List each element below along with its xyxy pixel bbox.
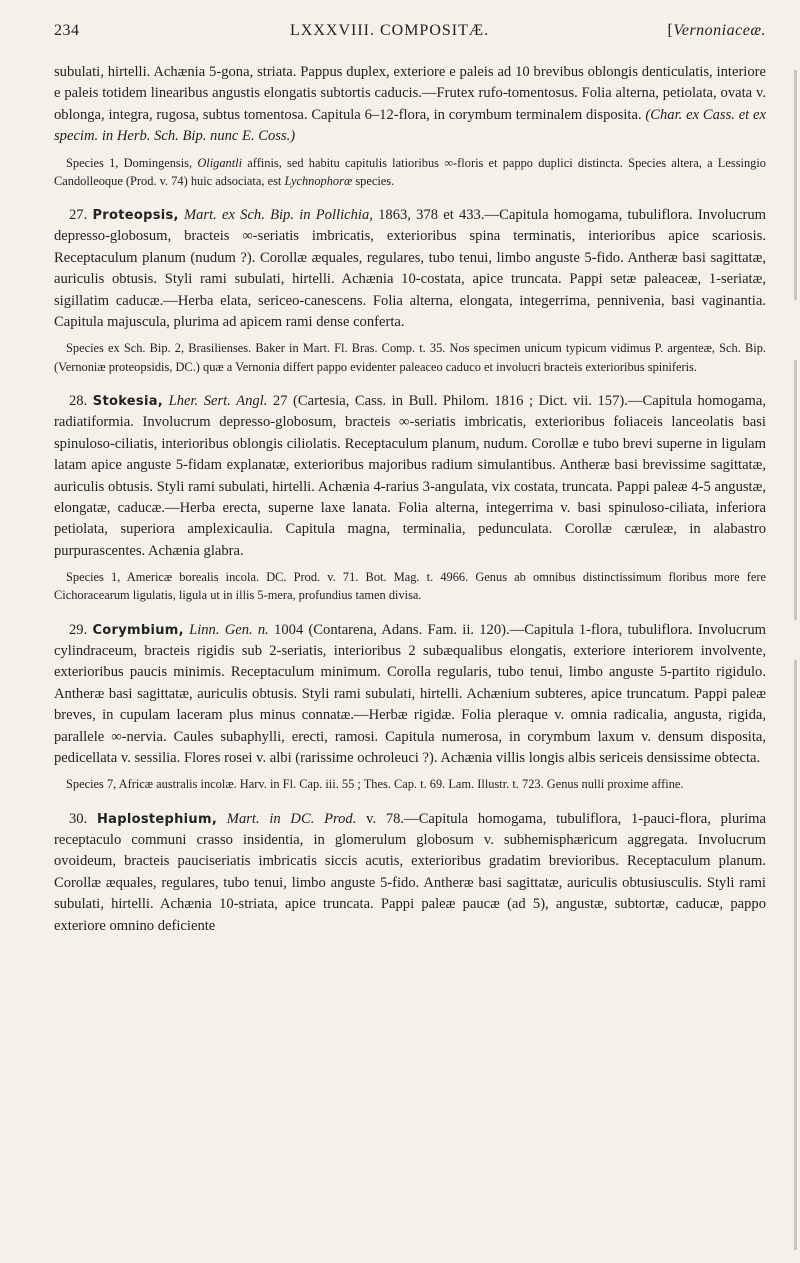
running-title: LXXXVIII. COMPOSITÆ. [290, 22, 490, 39]
genus-description: —Capitula homogama, tubuliflora, 1-pauci-flora, plurima receptaculo communi crasso insidentia, in glomerulum globosum v. subhemisphæricum aggregata. Involucrum ovoideum, bracteis pauciseriatis imbricatis siccis acutis, exterioribus gradatim brevioribus. Receptaculum planum. Corollæ æquales, regulares, tubo tenui, limbo anguste 5-fido. Antheræ basi sagittatæ, auriculis obtusiusculis. Styli rami subulati, hirtelli. Achænia 10-striata, apice truncata. Pappi paleæ paucæ (ad 5), angustæ, subtortæ, caducæ, pappo exteriore omnino deficiente [54, 810, 766, 934]
genus-citation: v. 78. [356, 810, 405, 827]
species-note: Species ex Sch. Bip. 2, Brasilienses. Baker in Mart. Fl. Bras. Comp. t. 35. Nos specimen unicum typicum vidimus P. argenteæ, Sch. Bip. (Vernoniæ proteopsidis, DC.) quæ a Vernonia differt pappo evidenter paleaceo caduco et involucri bracteis exterioribus spiniferis. [54, 341, 766, 374]
genus-authority: Mart. ex Sch. Bip. in Pollichia, [183, 207, 373, 224]
continuation-paragraph [54, 62, 766, 148]
species-note: Species 1, Americæ borealis incola. DC. Prod. v. 71. Bot. Mag. t. 4966. Genus ab omnibus distinctissimum floribus more fere Cichoracearum ligulatis, ligula ut in illis 5-mera, profundius tamen divisa. [54, 570, 766, 603]
genus-name: Stokesia, [92, 393, 164, 409]
genus-number: 27. [69, 207, 88, 224]
note-name: Oligantli [197, 155, 243, 170]
genus-entry [54, 809, 766, 937]
running-header [54, 22, 766, 44]
genus-number: 29. [69, 621, 88, 638]
species-note: Species 7, Africæ australis incolæ. Harv. in Fl. Cap. iii. 55 ; Thes. Cap. t. 69. Lam. Illustr. t. 723. Genus nulli proxime affine. [66, 777, 684, 792]
section-name: [Vernoniaceæ. [667, 22, 766, 39]
genus-citation: 27 (Cartesia, Cass. in Bull. Philom. 1816 ; Dict. vii. 157). [267, 392, 628, 409]
page [54, 22, 766, 937]
genus-authority: Lher. Sert. Angl. [168, 392, 268, 409]
section-label: Vernoniaceæ. [673, 22, 766, 39]
note-post: affinis, sed habitu capitulis latioribus ∞-floris et pappo duplici distincta. Species altera, a Lessingio Candolleoque (Prod. v. 74) huic adsociata, est [54, 155, 766, 188]
genus-entry [54, 205, 766, 333]
genus-description: —Capitula homogama, tubuliflora. Involucrum depresso-globosum, bracteis ∞-seriatis imbricatis, exterioribus spina terminatis, interioribus apice scariosis. Receptaculum planum (nudum ?). Corollæ æquales, regulares, tubo tenui, limbo anguste 5-fido. Antheræ basi sagittatæ, auriculis obtusis. Styli rami subulati, hirtelli. Achænia 10-costata, apice truncata. Pappi setæ paleaceæ, 1-seriatæ, sigillatim caducæ.—Herba elata, sericeo-canescens. Folia alterna, elongata, integerrima, pennivenia, basi vaginantia. Capitula majuscula, plurima ad apicem rami dense conferta. [54, 207, 766, 331]
genus-name: Corymbium, [92, 622, 184, 638]
continuation-ref: (Char. ex Cass. et ex specim. in Herb. Sch. Bip. nunc E. Coss.) [54, 106, 766, 145]
genus-description: —Capitula 1-flora, tubuliflora. Involucrum cylindraceum, bracteis rigidis sub 2-seriatis, interioribus 2 subæqualibus elongatis, exteriore interiorem involvente, exterioribus paucis minimis. Receptaculum minimum. Corolla regularis, tubo tenui, limbo anguste 5-partito rigidulo. Antheræ basi sagittatæ, auriculis obtusis. Styli rami subulati, hirtelli. Achænium subteres, apice truncatum. Pappi paleæ breves, in cupulam laceram plus minus connatæ.—Herbæ rigidæ. Folia pleraque v. omnia radicalia, angusta, rigida, parallele ∞-nervia. Caules subaphylli, erecti, ramosi. Capitula numerosa, in corymbum laxum v. densum disposita, pedicellata v. sessilia. Flores rosei v. albi (rarissime ochroleuci ?). Achænia villis longis albis sericeis densissime obtecta. [54, 621, 766, 766]
note-end: species. [352, 173, 395, 188]
page-number: 234 [54, 22, 80, 39]
genus-number: 28. [69, 392, 88, 409]
genus-authority: Mart. in DC. Prod. [226, 810, 357, 827]
species-note [54, 154, 766, 190]
genus-entry [54, 391, 766, 562]
note-pre: Species 1, Domingensis, [66, 155, 198, 170]
genus-entry [54, 620, 766, 770]
continuation-text: subulati, hirtelli. Achænia 5-gona, striata. Pappus duplex, exteriore e paleis ad 10 brevibus oblongis denticulatis, interiore e paleis totidem linearibus angustis elongatis subtortis caducis.—Frutex rufo-tomentosus. Folia alterna, petiolata, ovata v. oblonga, integra, rugosa, subtus tomentosa. Capitula 6–12-flora, in corymbum terminalem disposita. [54, 64, 766, 123]
note-name2: Lychnophoræ [284, 173, 353, 188]
genus-authority: Linn. Gen. n. [189, 621, 269, 638]
genus-citation: 1004 (Contarena, Adans. Fam. ii. 120). [268, 621, 510, 638]
genus-name: Haplostephium, [96, 811, 218, 827]
page-edge-shadow [786, 0, 800, 1263]
genus-name: Proteopsis, [92, 208, 179, 224]
genus-number: 30. [69, 810, 88, 827]
genus-description: —Capitula homogama, radiatiformia. Involucrum depresso-globosum, bracteis ∞-seriatis imbricatis, exterioribus foliaceis lanceolatis basi spinuloso-ciliatis, interioribus oblongis ciliolatis. Receptaculum planum, nudum. Corollæ e tubo brevi superne in ligulam latam apice anguste 5-fidam explanatæ, exterioribus majoribus radium simulantibus. Antheræ basi brevissime sagittatæ, auriculis obtusis. Styli rami subulati, hirtelli. Achænia 4-rarius 3-angulata, vix costata, truncata. Pappi paleæ 4-5 angustæ, elongatæ, caducæ.—Herba erecta, superne laxe lanata. Folia alterna, integerrima v. basi spinuloso-ciliata, inferiora petiolata, superiora amplexicaulia. Capitula magna, terminalia, pedunculata. Corollæ cæruleæ, in alabastro purpurascentes. Achænia glabra. [54, 392, 766, 559]
genus-citation: 1863, 378 et 433. [372, 207, 485, 224]
